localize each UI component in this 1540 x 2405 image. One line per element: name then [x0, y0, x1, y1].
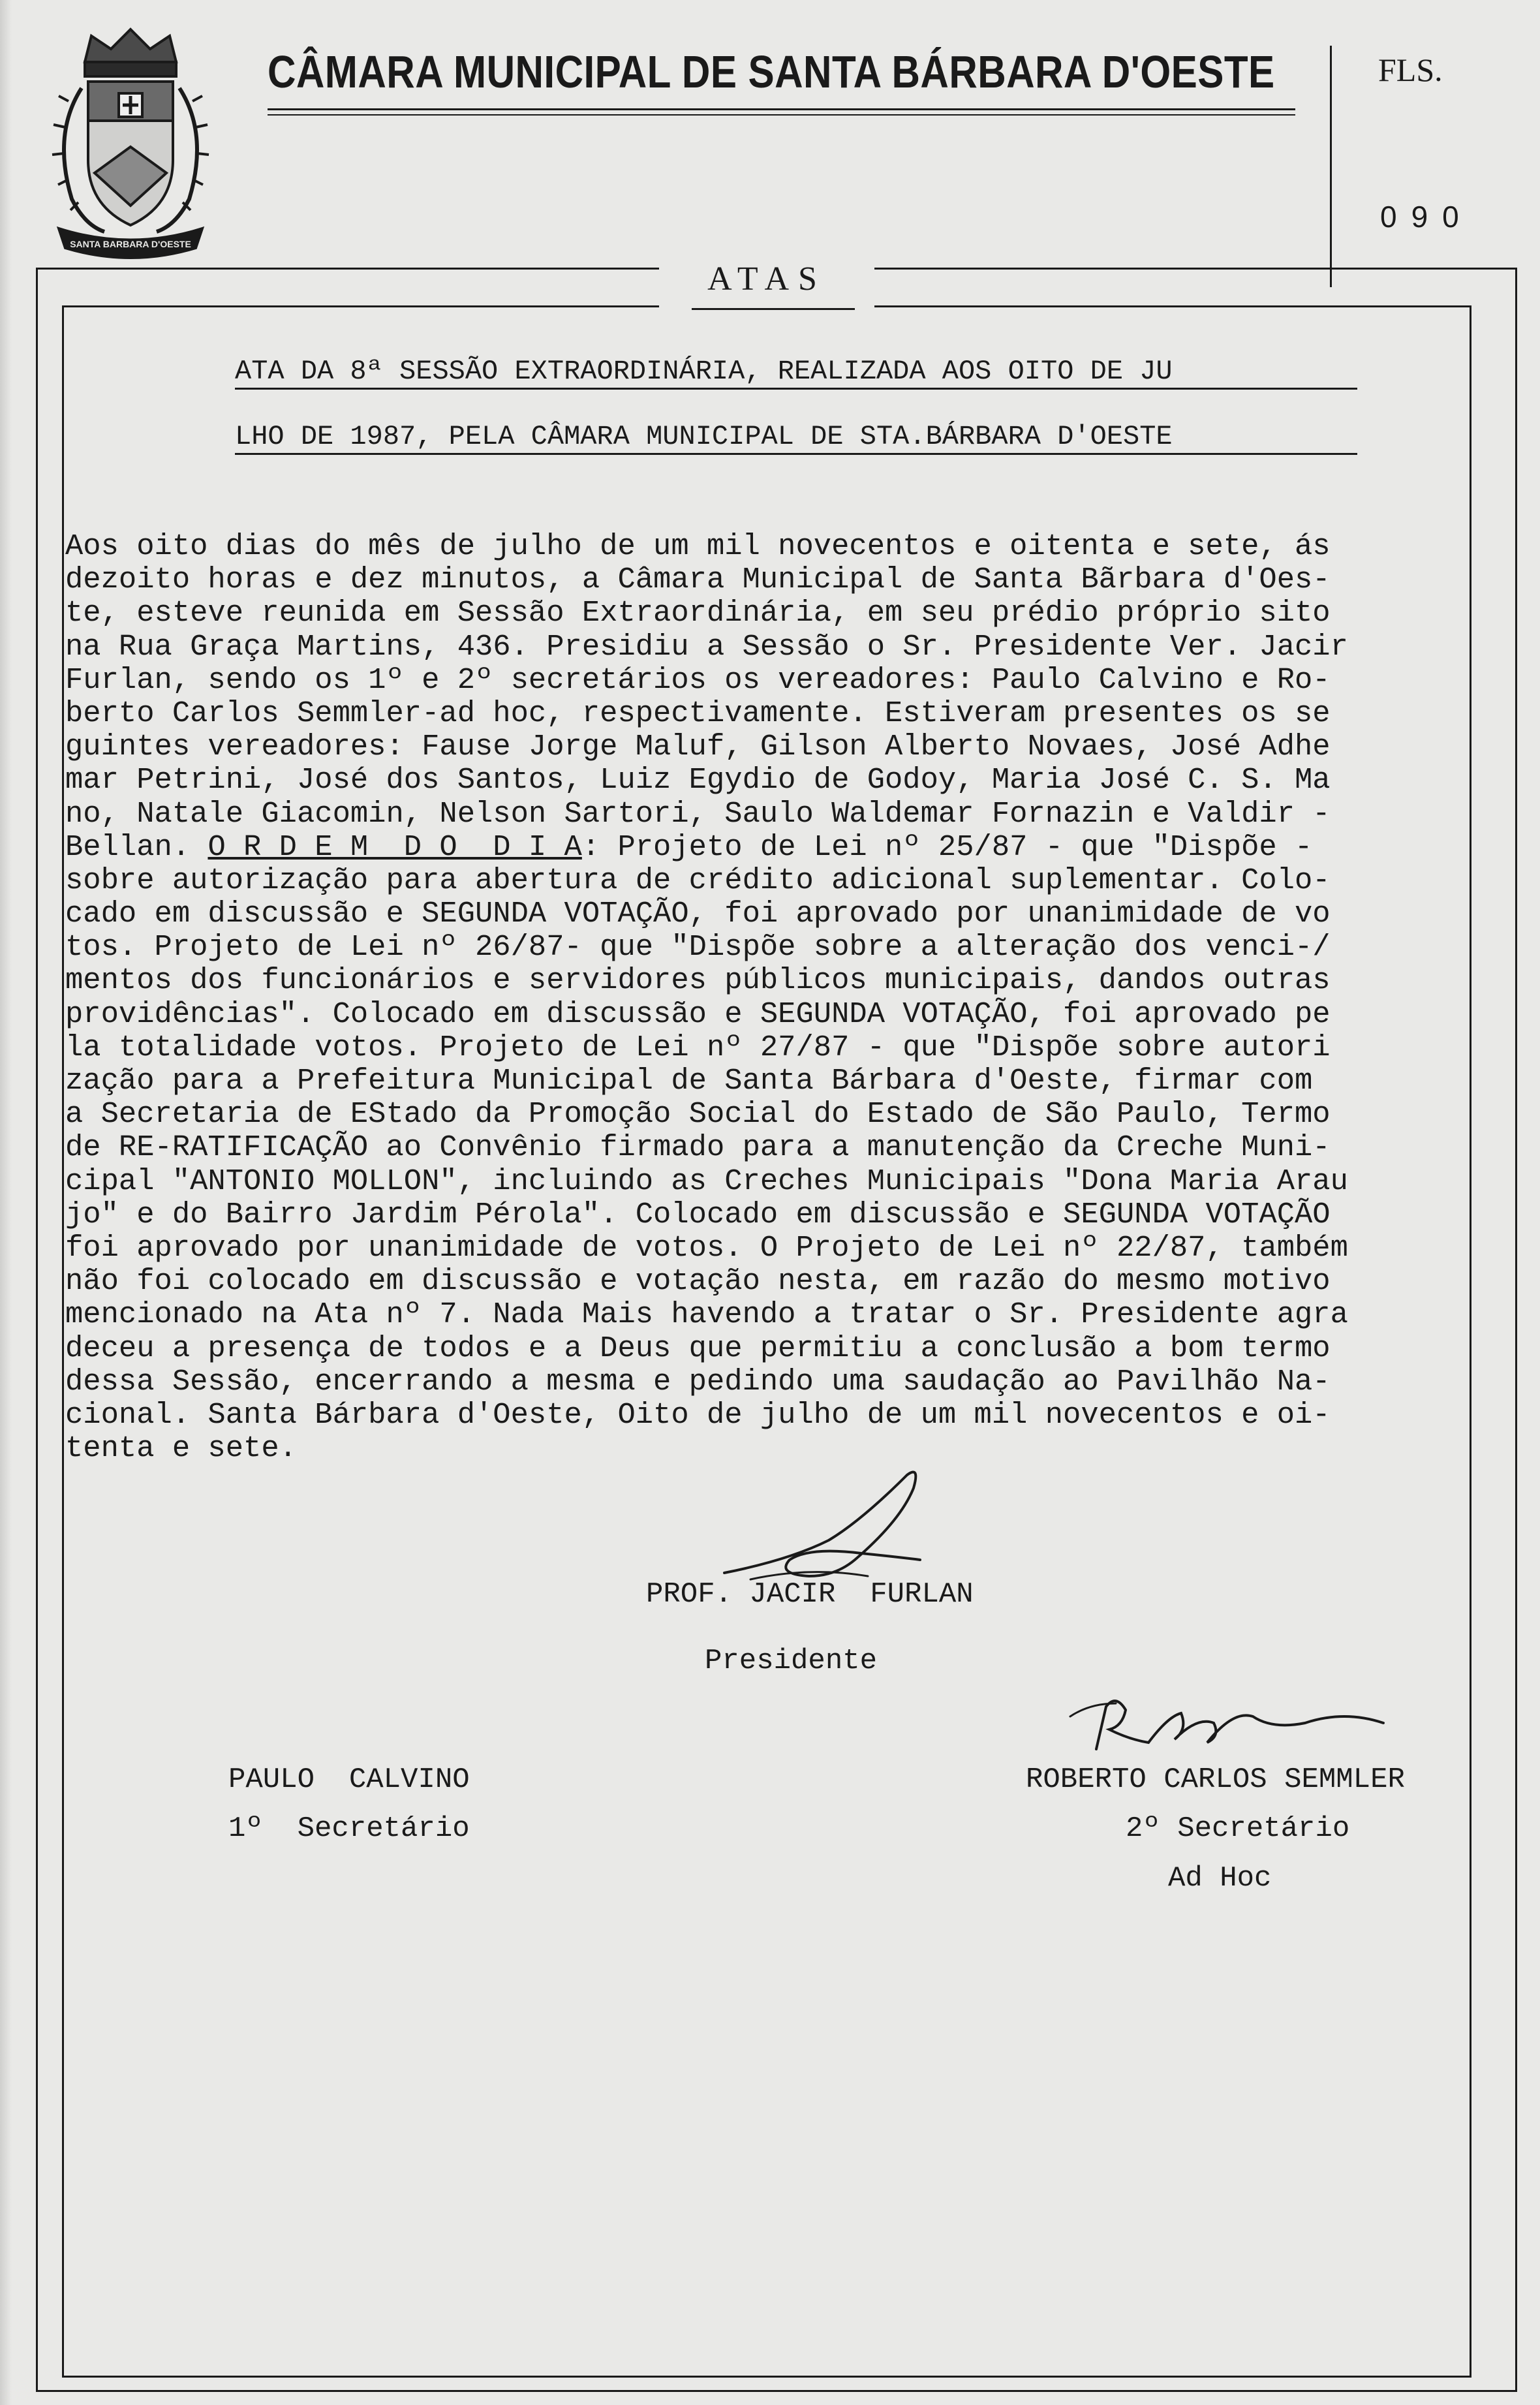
body-line: mencionado na Ata nº 7. Nada Mais havendo a tratar o Sr. Presidente agra: [65, 1297, 1348, 1332]
fls-label: FLS.: [1378, 52, 1443, 88]
body-line: berto Carlos Semmler-ad hoc, respectivamente. Estiveram presentes os se: [65, 696, 1331, 730]
body-line: dezoito horas e dez minutos, a Câmara Municipal de Santa Bãrbara d'Oes-: [65, 563, 1331, 597]
body-line: providências". Colocado em discussão e SEGUNDA VOTAÇÃO, foi aprovado pe: [65, 997, 1331, 1031]
body-line: cipal "ANTONIO MOLLON", incluindo as Creches Municipais "Dona Maria Arau: [65, 1164, 1348, 1198]
body-line: deceu a presença de todos e a Deus que permitiu a conclusão a bom termo: [65, 1331, 1331, 1365]
second-secretary-role: 2º Secretário: [1126, 1812, 1350, 1845]
body-line: cional. Santa Bárbara d'Oeste, Oito de julho de um mil novecentos e oi-: [65, 1397, 1331, 1432]
ordem-line-suffix: : Projeto de Lei nº 25/87 - que "Dispõe -: [581, 830, 1313, 864]
first-secretary-name: PAULO CALVINO: [228, 1763, 470, 1796]
body-line: no, Natale Giacomin, Nelson Sartori, Saulo Waldemar Fornazin e Valdir -: [65, 796, 1331, 831]
municipal-coat-of-arms-icon: [33, 16, 228, 264]
secretary-signature: [1057, 1677, 1396, 1775]
ordem-line-prefix: Bellan.: [65, 830, 208, 864]
page-edge-shadow: [0, 0, 12, 2405]
page-number: 090: [1380, 200, 1473, 234]
body-line: te, esteve reunida em Sessão Extraordinária, em seu prédio próprio sito: [65, 596, 1331, 630]
body-line: dessa Sessão, encerrando a mesma e pedindo uma saudação ao Pavilhão Na-: [65, 1364, 1331, 1399]
body-line: a Secretaria de EStado da Promoção Social do Estado de São Paulo, Termo: [65, 1097, 1331, 1132]
first-secretary-role: 1º Secretário: [228, 1812, 470, 1845]
body-line: mar Petrini, José dos Santos, Luiz Egydio de Godoy, Maria José C. S. Ma: [65, 763, 1331, 798]
body-line: cado em discussão e SEGUNDA VOTAÇÃO, foi aprovado por unanimidade de vo: [65, 897, 1331, 931]
institution-title: CÂMARA MUNICIPAL DE SANTA BÁRBARA D'OESTE: [268, 46, 1275, 97]
body-line: jo" e do Bairro Jardim Pérola". Colocado em discussão e SEGUNDA VOTAÇÃO: [65, 1197, 1331, 1232]
crest-ribbon-text: SANTA BARBARA D'OESTE: [70, 239, 191, 249]
header-rule: [268, 108, 1295, 116]
body-line: não foi colocado em discussão e votação nesta, em razão do mesmo motivo: [65, 1264, 1331, 1299]
body-line: guintes vereadores: Fause Jorge Maluf, Gilson Alberto Novaes, José Adhe: [65, 730, 1331, 764]
body-line: la totalidade votos. Projeto de Lei nº 27/87 - que "Dispõe sobre autori: [65, 1030, 1331, 1064]
second-secretary-name: ROBERTO CARLOS SEMMLER: [1026, 1763, 1405, 1796]
ordem-do-dia-label: O R D E M D O D I A: [208, 830, 582, 864]
body-line: de RE-RATIFICAÇÃO ao Convênio firmado para a manutenção da Creche Muni-: [65, 1130, 1331, 1165]
body-line: sobre autorização para abertura de crédito adicional suplementar. Colo-: [65, 863, 1331, 897]
body-line: foi aprovado por unanimidade de votos. O Projeto de Lei nº 22/87, também: [65, 1230, 1348, 1265]
second-secretary-adhoc: Ad Hoc: [1168, 1862, 1272, 1895]
body-line: mentos dos funcionários e servidores públicos municipais, dandos outras: [65, 963, 1331, 998]
president-role: Presidente: [705, 1645, 878, 1677]
document-heading-line: LHO DE 1987, PELA CÂMARA MUNICIPAL DE STA.BÁRBARA D'OESTE: [235, 423, 1357, 455]
body-line: tenta e sete.: [65, 1431, 297, 1466]
section-title: ATAS: [707, 260, 826, 298]
body-line: Furlan, sendo os 1º e 2º secretários os vereadores: Paulo Calvino e Ro-: [65, 662, 1331, 697]
minutes-body: [65, 530, 1475, 1465]
president-name: PROF. JACIR FURLAN: [646, 1578, 974, 1611]
president-signature: [711, 1462, 946, 1592]
document-heading-line: ATA DA 8ª SESSÃO EXTRAORDINÁRIA, REALIZADA AOS OITO DE JU: [235, 358, 1357, 390]
body-line: tos. Projeto de Lei nº 26/87- que "Dispõe sobre a alteração dos venci-/: [65, 930, 1331, 965]
fls-divider: [1330, 46, 1332, 287]
ordem-do-dia-line: [65, 831, 1475, 864]
section-title-underline: [757, 308, 855, 310]
body-line: Aos oito dias do mês de julho de um mil novecentos e oitenta e sete, ás: [65, 529, 1331, 563]
body-line: na Rua Graça Martins, 436. Presidiu a Sessão o Sr. Presidente Ver. Jacir: [65, 629, 1348, 664]
body-line: zação para a Prefeitura Municipal de Santa Bárbara d'Oeste, firmar com: [65, 1064, 1313, 1098]
